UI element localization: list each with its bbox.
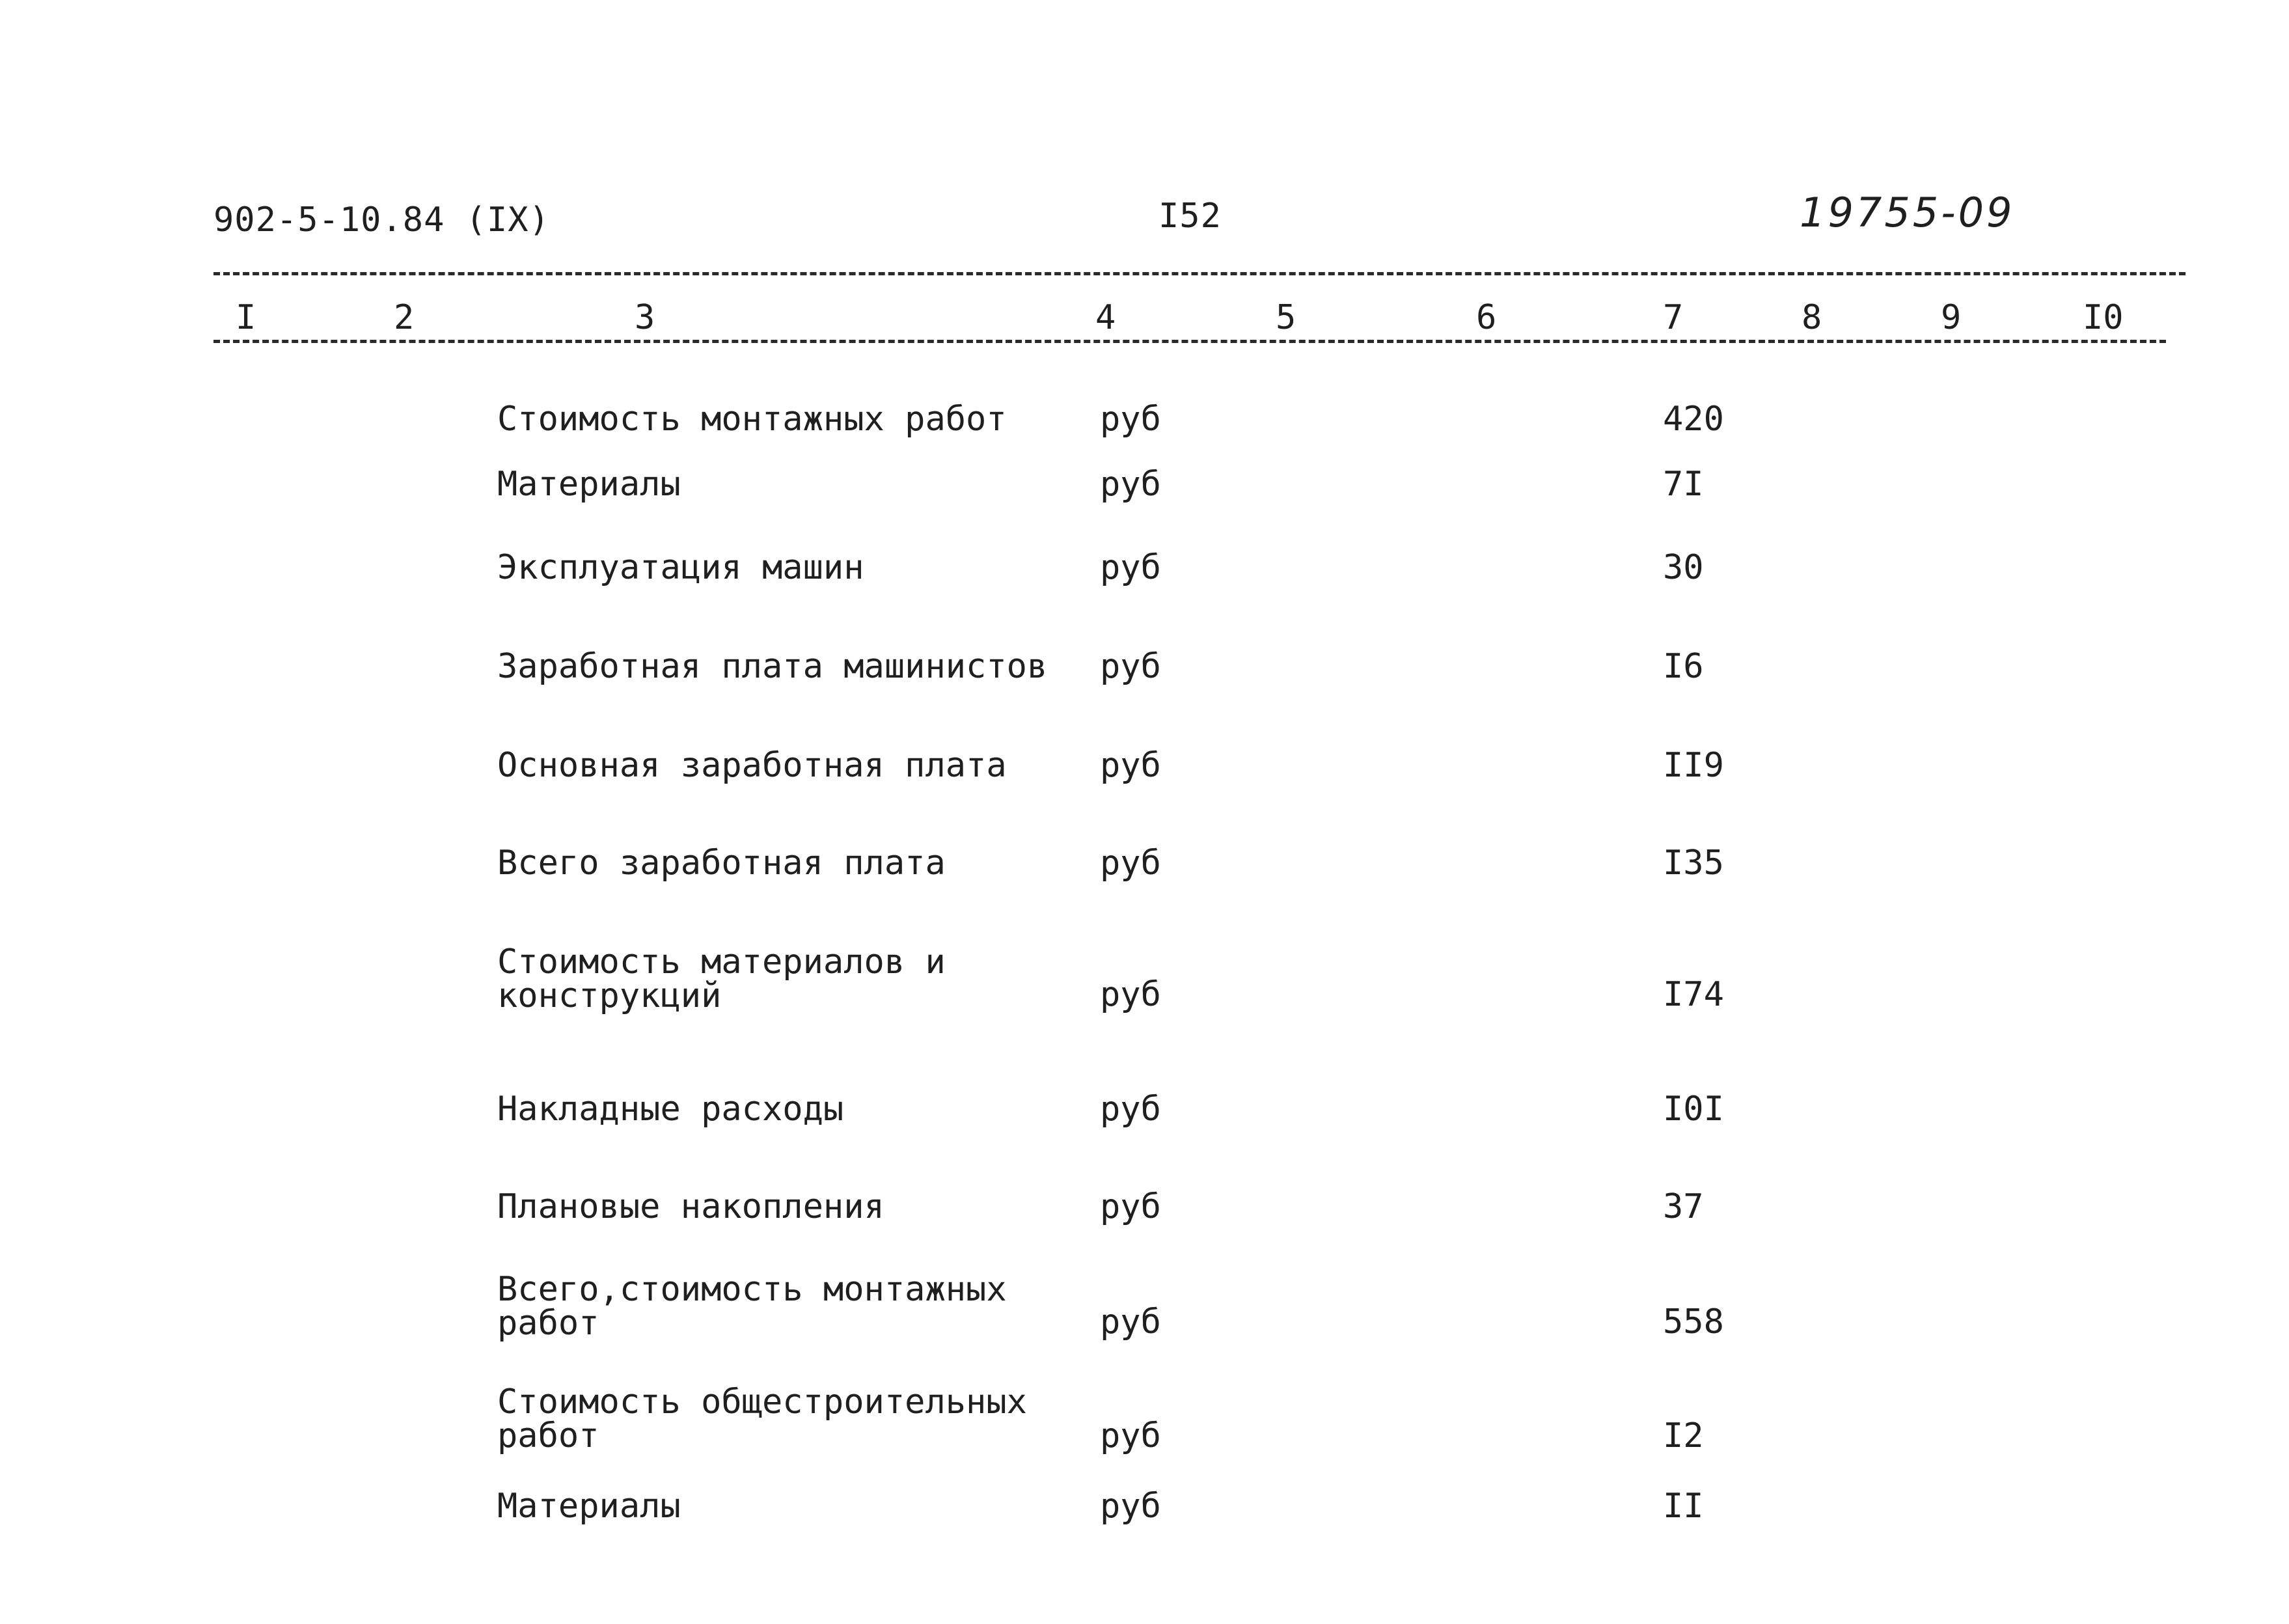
row-5-unit: руб [1100,746,1161,785]
row-10-unit: руб [1100,1302,1161,1342]
column-number-5: 5 [1276,298,1296,337]
row-4-name: Заработная плата машинистов [497,647,1048,686]
row-7-unit: руб [1100,975,1161,1014]
row-9-unit: руб [1100,1187,1161,1226]
column-number-3: 3 [635,298,655,337]
column-number-7: 7 [1663,298,1684,337]
row-3-unit: руб [1100,548,1161,587]
row-8-unit: руб [1100,1090,1161,1129]
column-number-6: 6 [1476,298,1497,337]
row-11-name: Стоимость общестроительных работ [497,1383,1027,1455]
row-12-value: II [1663,1487,1704,1526]
column-header-dashed-rule [213,340,2166,343]
column-number-10: I0 [2083,298,2124,337]
row-6-unit: руб [1100,844,1161,883]
row-6-value: I35 [1663,844,1724,883]
column-number-4: 4 [1095,298,1116,337]
row-9-name: Плановые накопления [497,1187,884,1226]
archive-number: 19755-09 [1800,189,2015,236]
row-10-name: Всего,стоимость монтажных работ [497,1270,1007,1343]
row-3-value: 30 [1663,548,1704,587]
row-4-value: I6 [1663,647,1704,686]
row-10-value: 558 [1663,1302,1724,1342]
row-2-unit: руб [1100,465,1161,504]
row-1-unit: руб [1100,400,1161,439]
row-8-name: Накладные расходы [497,1090,844,1129]
row-7-name: Стоимость материалов и конструкций [497,943,946,1015]
row-2-name: Материалы [497,465,681,504]
row-7-value: I74 [1663,975,1724,1014]
row-6-name: Всего заработная плата [497,844,946,883]
row-2-value: 7I [1663,465,1704,504]
document-code: 902-5-10.84 (IX) [213,200,550,240]
column-number-2: 2 [394,298,415,337]
sheet-number: I52 [1158,197,1222,236]
row-12-name: Материалы [497,1487,681,1526]
row-9-value: 37 [1663,1187,1704,1226]
row-1-value: 420 [1663,400,1724,439]
row-12-unit: руб [1100,1487,1161,1526]
row-1-name: Стоимость монтажных работ [497,400,1007,439]
row-4-unit: руб [1100,647,1161,686]
row-11-unit: руб [1100,1416,1161,1455]
row-3-name: Эксплуатация машин [497,548,864,587]
row-5-value: II9 [1663,746,1724,785]
row-8-value: I0I [1663,1090,1724,1129]
header-dashed-rule [213,272,2186,275]
column-number-1: I [236,298,256,337]
row-5-name: Основная заработная плата [497,746,1007,785]
row-11-value: I2 [1663,1416,1704,1455]
column-number-9: 9 [1941,298,1962,337]
column-number-8: 8 [1802,298,1822,337]
